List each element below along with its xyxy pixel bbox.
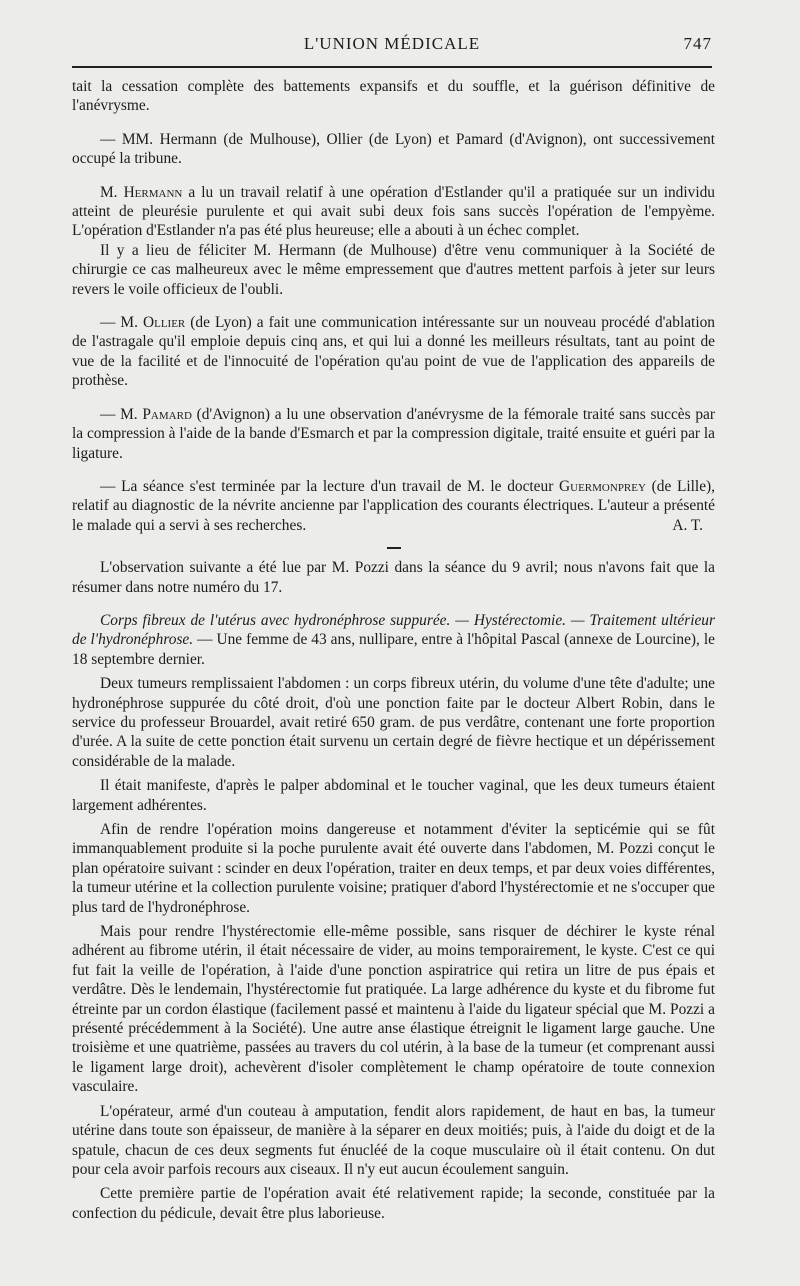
paragraph: — La séance s'est terminée par la lecture d'un travail de M. le docteur Guermonprey (de Lille), relatif au diagnostic de la névrite ancienne par l'application des courants électriques. L'auteur a présenté le malade qui a servi à ses recherches. A. T. [72,477,715,534]
journal-title: L'UNION MÉDICALE [303,34,481,53]
section-separator [387,547,401,549]
paragraph: L'opérateur, armé d'un couteau à amputation, fendit alors rapidement, de haut en bas, la tumeur utérine dans toute son épaisseur, de manière à la séparer en deux moitiés; puis, à l'aide du doigt et de la spatule, chacun de ces deux segments fut énucléé de la coque musculaire où il était contenu. On dut pour cela avoir parfois recours aux ciseaux. Il n'y eut aucun écoulement sanguin. [72,1102,715,1178]
case-heading-paragraph: Corps fibreux de l'utérus avec hydronéphrose suppurée. — Hystérectomie. — Traitement ultérieur de l'hydronéphrose. — Une femme de 43 ans, nullipare, entre à l'hôpital Pascal (annexe de Lourcine), le 18 septembre dernier. [72,611,715,668]
author-name: Hermann [123,183,183,201]
paragraph: Mais pour rendre l'hystérectomie elle-même possible, sans risquer de déchirer le kyste rénal adhérent au fibrome utérin, il était nécessaire de vider, au moins temporairement, le kyste. C'est ce qui fut fait la veille de l'opération, à l'aide d'une ponction aspiratrice qui retira un litre de pus épais et verdâtre. Dès le lendemain, l'hystérectomie fut pratiquée. La large adhérence du kyste et du fibrome fut étreinte par un cordon élastique (facilement passé et maintenu à l'aide du ligateur spécial que M. Pozzi a présenté précédemment à la Société). Une autre anse élastique étreignit le ligament large gauche. Une troisième et une quatrième, passées au travers du col utérin, à la base de la tumeur (et comprenant aussi le ligament large droit), achevèrent d'isoler complètement le champ opératoire de toute connexion vasculaire. [72,923,715,1096]
page-number: 747 [683,34,712,53]
paragraph: Cette première partie de l'opération avait été relativement rapide; la seconde, constituée par la confection du pédicule, devait être plus laborieuse. [72,1185,715,1222]
paragraph: Il était manifeste, d'après le palper abdominal et le toucher vaginal, que les deux tumeurs étaient largement adhérentes. [72,777,715,814]
paragraph: — M. Ollier (de Lyon) a fait une communication intéressante sur un nouveau procédé d'ablation de l'astragale qu'il emploie depuis cinq ans, et qui lui a donné les meilleurs résultats, tant au point de vue de la facilité et de l'innocuité de l'opération qu'au point de vue de l'application des appareils de prothèse. [72,314,716,390]
author-name: Pamard [142,405,192,423]
paragraph: Afin de rendre l'opération moins dangereuse et notamment d'éviter la septicémie qui se fût immanquablement produite si la poche purulente avait été ouverte dans l'abdomen, M. Pozzi conçut le plan opératoire suivant : scinder en deux l'opération, traiter en deux temps, et par deux voies différentes, la tumeur utérine et la collection purulente voisine; pratiquer d'abord l'hystérectomie et ne s'occuper que plus tard de l'hydronéphrose. [72,821,715,916]
paragraph: — MM. Hermann (de Mulhouse), Ollier (de Lyon) et Pamard (d'Avignon), ont successivement occupé la tribune. [72,130,715,168]
paragraph: Deux tumeurs remplissaient l'abdomen : un corps fibreux utérin, du volume d'une tête d'adulte; une hydronéphrose suppurée du côté droit, d'où une ponction faite par le docteur Albert Robin, dans le service du professeur Brouardel, avait retiré 650 gram. de pus verdâtre, contenant une forte proportion d'urée. A la suite de cette ponction était survenu un certain degré de fièvre hectique et un dépérissement considérable de la malade. [72,675,715,770]
case-title: Corps fibreux de l'utérus avec hydronéphrose suppurée. — Hystérectomie. — Traitement ultérieur de l'hydronéphrose. [72,611,715,649]
header-rule [72,66,712,68]
author-name: Guermonprey [559,477,646,495]
article-body [72,77,715,1223]
paragraph: Il y a lieu de féliciter M. Hermann (de Mulhouse) d'être venu communiquer à la Société de chirurgie ce cas malheureux avec le même empressement que d'autres mettent parfois à jeter sur leurs revers le voile officieux de l'oubli. [72,241,715,298]
author-name: Ollier [142,314,186,332]
paragraph: L'observation suivante a été lue par M. Pozzi dans la séance du 9 avril; nous n'avons fait que la résumer dans notre numéro du 17. [72,559,715,596]
signature: A. T. [672,516,703,534]
paragraph: M. Hermann a lu un travail relatif à une opération d'Estlander qu'il a pratiquée sur un individu atteint de pleurésie purulente et qui avait subi deux fois sans succès l'opération de l'empyème. L'opération d'Estlander n'a pas été plus heureuse; elle a abouti à un échec complet. [72,183,715,240]
paragraph: — M. Pamard (d'Avignon) a lu une observation d'anévrysme de la fémorale traité sans succès par la compression à l'aide de la bande d'Esmarch et par la compression digitale, traité ensuite et guéri par la ligature. [72,405,715,462]
running-head [72,34,712,56]
paragraph: tait la cessation complète des battements expansifs et du souffle, et la guérison définitive de l'anévrysme. [72,78,715,115]
